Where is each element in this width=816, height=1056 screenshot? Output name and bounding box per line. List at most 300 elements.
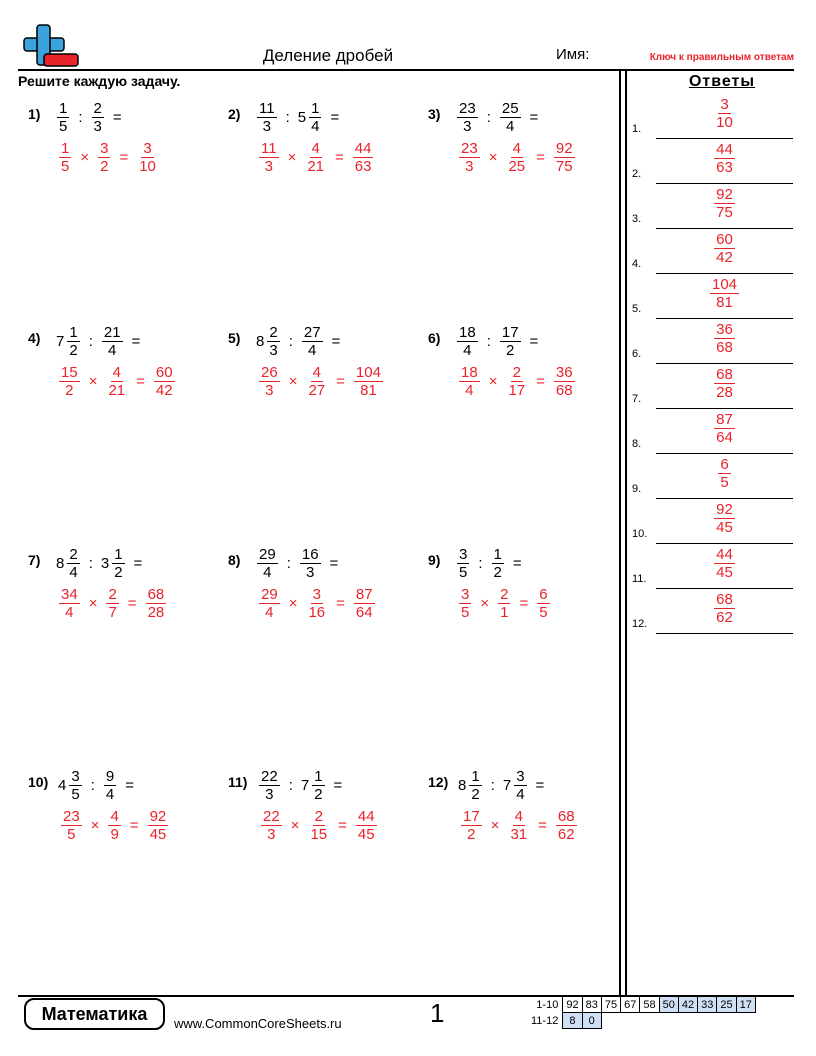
answer-fraction	[656, 141, 793, 176]
whole-number: 7	[300, 777, 310, 794]
denominator: 2	[114, 564, 123, 581]
solution-expression	[260, 808, 378, 843]
answer-row	[627, 184, 797, 229]
numerator: 2	[500, 586, 509, 603]
answer-fraction	[656, 366, 793, 401]
solution-reciprocal-fraction	[304, 140, 327, 175]
denominator: 63	[354, 158, 372, 175]
fraction	[456, 324, 479, 359]
divisor	[298, 100, 323, 135]
dividend	[56, 324, 81, 359]
denominator: 5	[539, 604, 548, 621]
fraction	[456, 100, 479, 135]
denominator: 75	[716, 204, 733, 221]
problem-expression	[58, 768, 142, 803]
answer-row	[627, 274, 797, 319]
equals-sign: =	[536, 373, 545, 390]
score-table	[528, 996, 756, 1029]
answer-value	[713, 96, 736, 131]
answer-fraction	[656, 186, 793, 221]
numerator: 4	[312, 364, 321, 381]
score-cell: 33	[698, 997, 717, 1013]
denominator: 5	[461, 604, 470, 621]
denominator: 3	[269, 342, 278, 359]
numerator: 23	[63, 808, 80, 825]
answer-row	[627, 139, 797, 184]
equals-sign: =	[136, 373, 145, 390]
answer-value	[709, 276, 740, 311]
numerator: 3	[100, 140, 109, 157]
numerator: 3	[459, 546, 468, 563]
numerator: 15	[61, 364, 78, 381]
numerator: 1	[59, 100, 68, 117]
divisor	[91, 100, 105, 135]
numerator: 68	[147, 586, 165, 603]
divide-sign: :	[285, 109, 290, 126]
answer-number: 12.	[632, 618, 648, 630]
divide-sign: :	[78, 109, 83, 126]
problem-number: 10)	[28, 774, 49, 790]
denominator: 10	[716, 114, 733, 131]
denominator: 68	[555, 382, 573, 399]
answer-number: 4.	[632, 258, 642, 270]
denominator: 28	[147, 604, 165, 621]
numerator: 25	[501, 100, 519, 117]
denominator: 10	[139, 158, 156, 175]
divisor	[499, 100, 522, 135]
answer-value	[713, 186, 736, 221]
equals-sign: =	[129, 817, 139, 834]
denominator: 3	[265, 382, 274, 399]
denominator: 42	[155, 382, 173, 399]
problem-expression	[456, 324, 546, 359]
fraction	[513, 768, 527, 803]
numerator: 6	[720, 456, 729, 473]
whole-number: 7	[502, 777, 512, 794]
dividend	[256, 546, 279, 581]
numerator: 4	[514, 808, 523, 825]
solution-reciprocal-fraction	[505, 140, 528, 175]
numerator: 104	[711, 276, 738, 293]
denominator: 21	[108, 382, 126, 399]
denominator: 3	[306, 564, 315, 581]
solution-first-fraction	[58, 364, 81, 399]
fraction	[499, 324, 522, 359]
numerator: 1	[69, 324, 78, 341]
answer-fraction	[656, 501, 793, 536]
answer-number: 11.	[632, 573, 647, 585]
denominator: 5	[59, 118, 68, 135]
answer-value	[717, 456, 731, 491]
answer-number: 6.	[632, 348, 642, 360]
divide-sign: :	[288, 333, 293, 350]
numerator: 22	[261, 768, 278, 785]
solution-result-fraction	[536, 586, 550, 621]
denominator: 62	[716, 609, 733, 626]
solution-first-fraction	[460, 808, 483, 843]
answer-row	[627, 229, 797, 274]
denominator: 31	[510, 826, 528, 843]
divisor	[103, 768, 117, 803]
denominator: 3	[264, 158, 273, 175]
answer-row	[627, 544, 797, 589]
numerator: 11	[259, 100, 275, 117]
times-sign: ×	[88, 595, 98, 612]
numerator: 3	[461, 586, 470, 603]
divide-sign: :	[288, 777, 293, 794]
equals-sign: =	[112, 109, 122, 126]
answer-row	[627, 589, 797, 634]
score-range-label: 11-12	[531, 1014, 559, 1027]
solution-reciprocal-fraction	[507, 808, 530, 843]
dividend	[456, 546, 470, 581]
fraction	[258, 768, 281, 803]
equals-sign: =	[125, 777, 134, 794]
numerator: 9	[105, 768, 115, 785]
times-sign: ×	[490, 817, 500, 834]
divide-sign: :	[486, 109, 491, 126]
numerator: 3	[516, 768, 525, 785]
whole-number: 8	[458, 777, 467, 794]
solution-reciprocal-fraction	[107, 808, 121, 843]
divisor	[503, 768, 528, 803]
times-sign: ×	[90, 817, 100, 834]
score-row	[528, 1013, 755, 1029]
whole-number: 8	[56, 555, 65, 572]
denominator: 4	[516, 786, 525, 803]
numerator: 44	[716, 141, 733, 158]
dividend	[58, 768, 83, 803]
numerator: 3	[71, 768, 80, 785]
fraction	[311, 768, 325, 803]
denominator: 68	[716, 339, 733, 356]
times-sign: ×	[288, 595, 298, 612]
denominator: 5	[71, 786, 80, 803]
numerator: 4	[110, 808, 119, 825]
problem-number: 9)	[428, 552, 441, 568]
solution-reciprocal-fraction	[307, 808, 330, 843]
numerator: 1	[471, 768, 480, 785]
divisor	[301, 768, 326, 803]
numerator: 44	[354, 140, 372, 157]
denominator: 2	[65, 382, 74, 399]
numerator: 18	[461, 364, 478, 381]
numerator: 29	[259, 546, 276, 563]
numerator: 3	[312, 586, 321, 603]
denominator: 4	[263, 564, 272, 581]
denominator: 64	[355, 604, 373, 621]
answer-number: 9.	[632, 483, 642, 495]
divide-sign: :	[88, 555, 93, 572]
denominator: 2	[100, 158, 109, 175]
denominator: 15	[310, 826, 328, 843]
equals-sign: =	[336, 373, 345, 390]
score-range-label: 1-10	[536, 998, 559, 1011]
answer-value	[713, 591, 736, 626]
solution-expression	[58, 364, 176, 399]
denominator: 4	[311, 118, 320, 135]
answer-fraction	[656, 276, 793, 311]
denominator: 45	[716, 564, 733, 581]
dividend	[458, 768, 483, 803]
solution-result-fraction	[553, 140, 576, 175]
solution-first-fraction	[458, 364, 481, 399]
dividend	[256, 100, 278, 135]
fraction	[256, 100, 278, 135]
numerator: 68	[716, 366, 733, 383]
solution-expression	[58, 586, 167, 621]
whole-number: 7	[56, 333, 65, 350]
solution-result-fraction	[145, 586, 168, 621]
denominator: 4	[308, 342, 317, 359]
solution-first-fraction	[258, 586, 281, 621]
numerator: 27	[303, 324, 321, 341]
answer-value	[713, 141, 736, 176]
denominator: 2	[471, 786, 480, 803]
fraction	[111, 546, 125, 581]
denominator: 2	[314, 786, 323, 803]
problem-expression	[256, 324, 348, 359]
numerator: 4	[311, 140, 320, 157]
divide-sign: :	[486, 333, 491, 350]
solution-expression	[458, 140, 576, 175]
answer-number: 8.	[632, 438, 642, 450]
denominator: 81	[716, 294, 733, 311]
numerator: 17	[501, 324, 519, 341]
solution-reciprocal-fraction	[505, 364, 528, 399]
numerator: 1	[314, 768, 323, 785]
numerator: 1	[493, 546, 502, 563]
numerator: 34	[61, 586, 78, 603]
solution-expression	[458, 364, 576, 399]
numerator: 3	[720, 96, 729, 113]
denominator: 5	[61, 158, 70, 175]
equals-sign: =	[329, 555, 339, 572]
denominator: 3	[465, 158, 474, 175]
divide-sign: :	[90, 777, 95, 794]
equals-sign: =	[331, 333, 341, 350]
numerator: 26	[261, 364, 278, 381]
problem-number: 2)	[228, 106, 241, 122]
equals-sign: =	[336, 595, 345, 612]
numerator: 21	[103, 324, 121, 341]
divisor	[301, 324, 324, 359]
numerator: 16	[301, 546, 319, 563]
answer-row	[627, 94, 797, 139]
divisor	[101, 546, 126, 581]
problem-expression	[258, 768, 350, 803]
denominator: 45	[149, 826, 167, 843]
score-cell: 42	[678, 997, 697, 1013]
solution-first-fraction	[60, 808, 83, 843]
answer-row	[627, 409, 797, 454]
times-sign: ×	[88, 373, 98, 390]
problem-expression	[456, 546, 530, 581]
equals-sign: =	[536, 149, 545, 166]
answer-value	[713, 501, 736, 536]
score-cell: 0	[582, 1013, 601, 1029]
denominator: 3	[267, 826, 276, 843]
numerator: 1	[311, 100, 320, 117]
denominator: 3	[463, 118, 472, 135]
denominator: 4	[506, 118, 515, 135]
numerator: 29	[261, 586, 278, 603]
denominator: 1	[500, 604, 509, 621]
solution-first-fraction	[58, 140, 72, 175]
dividend	[456, 324, 479, 359]
numerator: 104	[355, 364, 381, 381]
denominator: 25	[508, 158, 526, 175]
answer-fraction	[656, 546, 793, 581]
equals-sign: =	[333, 777, 343, 794]
numerator: 22	[263, 808, 280, 825]
solution-expression	[60, 808, 169, 843]
numerator: 92	[555, 140, 573, 157]
equals-sign: =	[519, 595, 529, 612]
denominator: 4	[69, 564, 78, 581]
numerator: 4	[512, 140, 521, 157]
solution-first-fraction	[258, 364, 281, 399]
score-cell: 8	[563, 1013, 582, 1029]
denominator: 75	[555, 158, 573, 175]
answer-fraction	[656, 96, 793, 131]
solution-expression	[458, 586, 551, 621]
denominator: 42	[716, 249, 733, 266]
equals-sign: =	[535, 777, 545, 794]
denominator: 28	[716, 384, 733, 401]
numerator: 3	[143, 140, 152, 157]
solution-result-fraction	[353, 586, 376, 621]
equals-sign: =	[131, 333, 141, 350]
instructions: Решите каждую задачу.	[18, 73, 181, 89]
numerator: 36	[555, 364, 573, 381]
answer-row	[627, 364, 797, 409]
page-number: 1	[430, 998, 445, 1028]
solution-result-fraction	[355, 808, 378, 843]
divide-sign: :	[286, 555, 291, 572]
problem-expression	[458, 768, 552, 803]
numerator: 92	[149, 808, 167, 825]
denominator: 21	[307, 158, 325, 175]
solution-expression	[258, 364, 384, 399]
solution-first-fraction	[458, 586, 472, 621]
denominator: 7	[108, 604, 117, 621]
solution-expression	[258, 586, 376, 621]
dividend	[56, 546, 81, 581]
score-cell: 58	[640, 997, 659, 1013]
divide-sign: :	[478, 555, 483, 572]
equals-sign: =	[529, 333, 539, 350]
numerator: 60	[155, 364, 173, 381]
answer-number: 3.	[632, 213, 642, 225]
numerator: 44	[357, 808, 375, 825]
answer-number: 2.	[632, 168, 642, 180]
whole-number: 5	[297, 109, 307, 126]
worksheet-title: Деление дробей	[262, 46, 394, 65]
plus-minus-logo-icon	[22, 24, 80, 68]
numerator: 68	[716, 591, 733, 608]
denominator: 45	[716, 519, 733, 536]
problem-number: 6)	[428, 330, 441, 346]
equals-sign: =	[529, 109, 539, 126]
fraction	[499, 100, 522, 135]
problem-number: 3)	[428, 106, 441, 122]
denominator: 4	[105, 786, 115, 803]
times-sign: ×	[480, 595, 490, 612]
equals-sign: =	[335, 149, 344, 166]
answer-fraction	[656, 231, 793, 266]
numerator: 23	[461, 140, 478, 157]
times-sign: ×	[288, 373, 298, 390]
subject-badge: Математика	[24, 998, 165, 1030]
divisor	[499, 324, 522, 359]
score-row	[528, 997, 755, 1013]
denominator: 4	[108, 342, 117, 359]
answer-line	[656, 633, 793, 635]
equals-sign: =	[538, 817, 547, 834]
numerator: 6	[539, 586, 548, 603]
answer-value	[713, 231, 736, 266]
solution-result-fraction	[553, 364, 576, 399]
fraction	[301, 324, 324, 359]
fraction	[103, 768, 117, 803]
score-cell: 50	[659, 997, 678, 1013]
answer-fraction	[656, 411, 793, 446]
denominator: 16	[308, 604, 326, 621]
solution-result-fraction	[136, 140, 159, 175]
name-label: Имя:	[556, 46, 590, 63]
answer-column-divider	[619, 71, 621, 996]
problem-number: 8)	[228, 552, 241, 568]
solution-reciprocal-fraction	[97, 140, 111, 175]
solution-first-fraction	[260, 808, 283, 843]
solution-first-fraction	[58, 586, 81, 621]
solution-first-fraction	[458, 140, 481, 175]
denominator: 45	[357, 826, 375, 843]
numerator: 1	[61, 140, 70, 157]
answers-heading: Ответы	[688, 73, 756, 90]
times-sign: ×	[80, 149, 90, 166]
fraction	[299, 546, 322, 581]
denominator: 5	[720, 474, 729, 491]
solution-result-fraction	[352, 140, 375, 175]
fraction	[266, 324, 280, 359]
score-cell: 83	[582, 997, 601, 1013]
numerator: 23	[459, 100, 476, 117]
score-cell: 67	[621, 997, 640, 1013]
equals-sign: =	[133, 555, 143, 572]
divisor	[299, 546, 322, 581]
answer-fraction	[656, 321, 793, 356]
numerator: 2	[93, 100, 102, 117]
whole-number: 4	[58, 777, 67, 794]
denominator: 2	[467, 826, 476, 843]
denominator: 5	[459, 564, 468, 581]
denominator: 63	[716, 159, 733, 176]
times-sign: ×	[287, 149, 297, 166]
denominator: 2	[493, 564, 502, 581]
times-sign: ×	[290, 817, 300, 834]
problem-expression	[56, 546, 150, 581]
answer-value	[713, 546, 736, 581]
numerator: 92	[716, 501, 733, 518]
divisor	[491, 546, 505, 581]
denominator: 4	[265, 604, 274, 621]
divide-sign: :	[490, 777, 495, 794]
denominator: 3	[265, 786, 274, 803]
problem-expression	[456, 100, 546, 135]
divisor	[101, 324, 124, 359]
